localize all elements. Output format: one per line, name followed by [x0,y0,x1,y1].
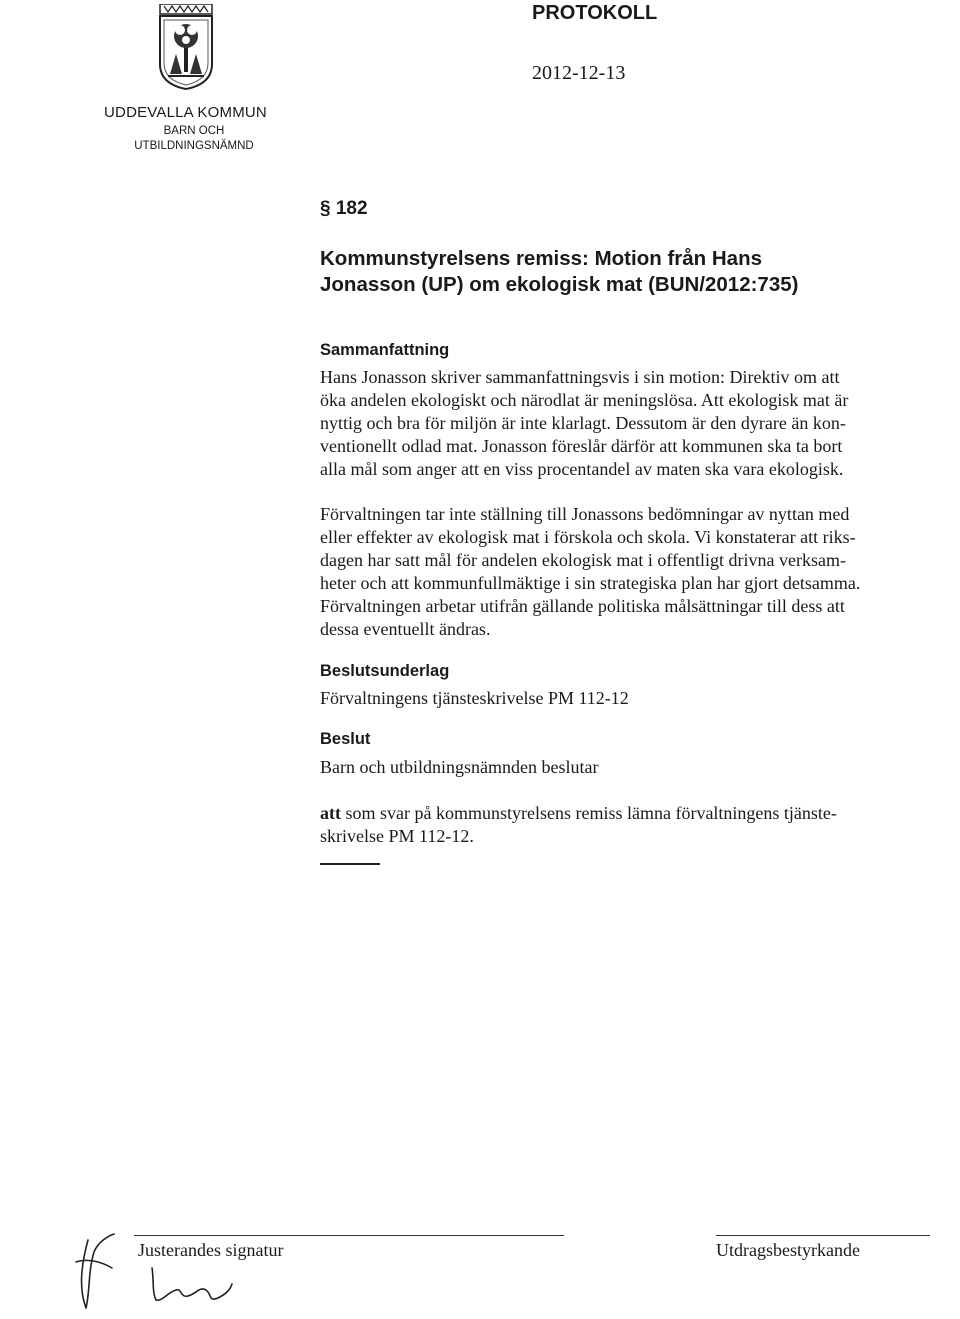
administration-line: Förvaltningen arbetar utifrån gällande politiska målsättningar till dess att [320,596,845,616]
administration-line: eller effekter av ekologisk mat i förskola och skola. Vi konstaterar att riks- [320,527,856,547]
section-title-line: Jonasson (UP) om ekologisk mat (BUN/2012:735) [320,273,799,296]
summary-line: alla mål som anger att en viss procentandel av maten ska vara ekologisk. [320,459,844,479]
summary-line: nyttig och bra för miljön är inte klarlagt. Dessutom är den dyrare än kon- [320,413,846,433]
certification-line [716,1235,930,1236]
summary-paragraph [320,366,918,481]
administration-line: heter och att kommunfullmäktige i sin strategiska plan har gjort detsamma. [320,573,861,593]
section-title-line: Kommunstyrelsens remiss: Motion från Hans [320,247,762,270]
decision-clause [320,802,918,848]
paragraph-number: § 182 [320,198,368,219]
decision-clause-line: skrivelse PM 112-12. [320,826,474,846]
signature-label: Justerandes signatur [138,1240,284,1260]
decision-text: Barn och utbildningsnämnden beslutar [320,757,599,777]
summary-line: ventionellt odlad mat. Jonasson föreslår därför att kommunen ska ta bort [320,436,843,456]
summary-line: Hans Jonasson skriver sammanfattningsvis i sin motion: Direktiv om att [320,367,840,387]
summary-heading: Sammanfattning [320,341,450,359]
decision-clause-text: som svar på kommunstyrelsens remiss lämna förvaltningens tjänste- [341,803,837,823]
organization-unit-line: BARN OCH [163,125,225,137]
document-type-heading: PROTOKOLL [532,2,658,24]
document-date: 2012-12-13 [532,62,626,84]
summary-line: öka andelen ekologiskt och närodlat är meningslösa. Att ekologisk mat är [320,390,849,410]
handwritten-initials [68,1232,118,1312]
administration-line: dagen har satt mål för andelen ekologisk mat i offentligt drivna verksam- [320,550,847,570]
administration-line: Förvaltningen tar inte ställning till Jonassons bedömningar av nyttan med [320,504,850,524]
administration-paragraph [320,503,918,641]
organization-unit-line: UTBILDNINGSNÄMND [134,140,254,152]
certification-label: Utdragsbestyrkande [716,1240,860,1260]
organization-unit [104,124,284,154]
administration-line: dessa eventuellt ändras. [320,619,491,639]
handwritten-signature [146,1262,236,1306]
section-title [320,246,920,298]
decision-heading: Beslut [320,730,371,748]
signature-line [134,1235,564,1236]
att-keyword: att [320,803,341,823]
municipal-crest-logo [156,4,216,90]
decision-clause-line [320,802,918,825]
decision-basis-heading: Beslutsunderlag [320,662,450,680]
organization-name: UDDEVALLA KOMMUN [104,104,267,121]
decision-basis-text: Förvaltningens tjänsteskrivelse PM 112-12 [320,688,629,708]
section-end-rule [320,863,380,865]
